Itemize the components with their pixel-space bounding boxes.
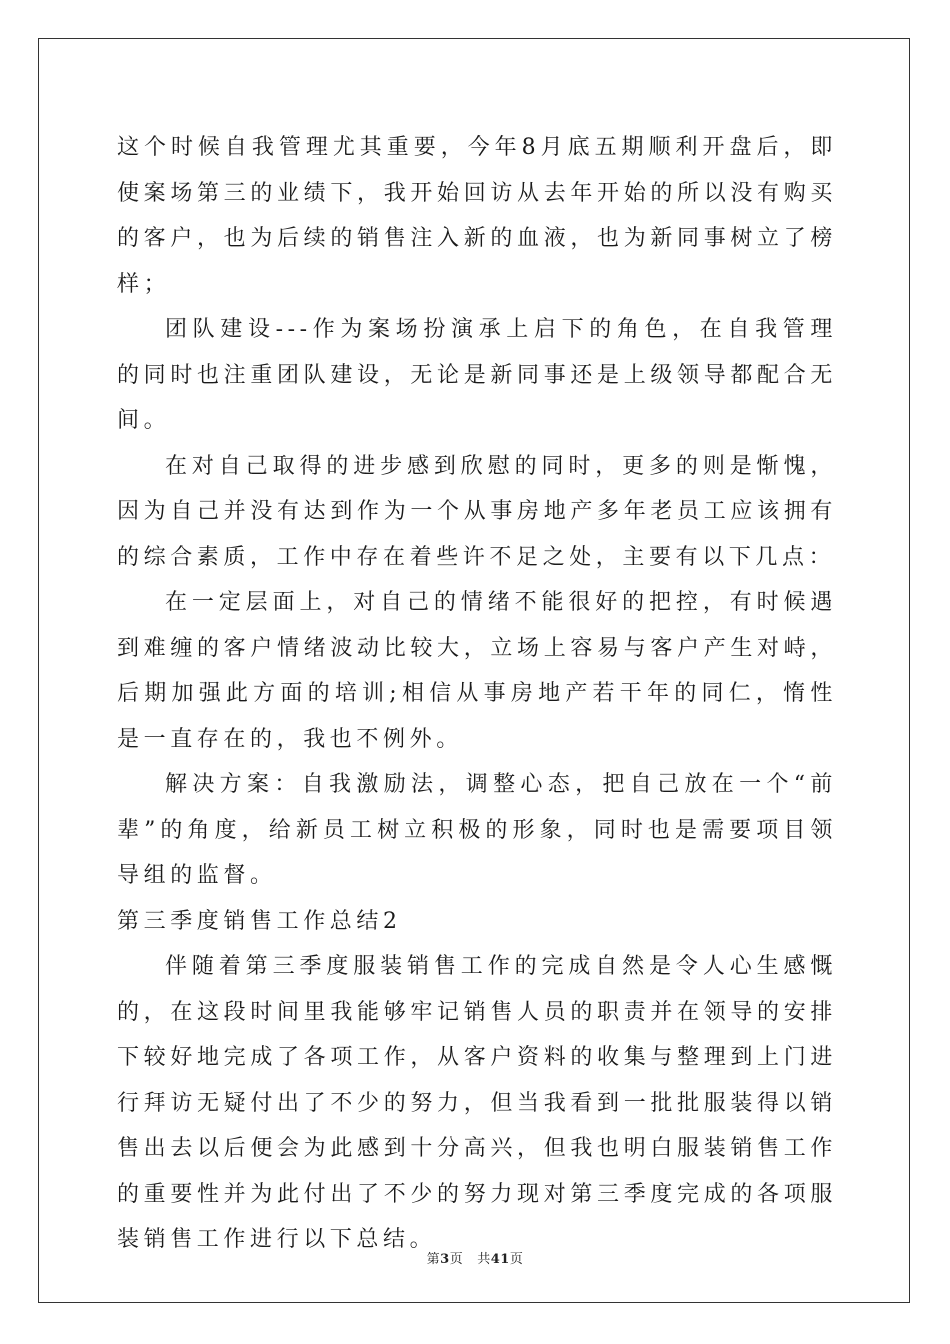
document-body (117, 125, 837, 1263)
total-prefix: 共 (477, 1252, 491, 1267)
current-page-number: 3 (440, 1252, 450, 1267)
paragraph-4: 在一定层面上，对自己的情绪不能很好的把控，有时候遇到难缠的客户情绪波动比较大，立场上容易与客户产生对峙，后期加强此方面的培训;相信从事房地产若干年的同仁，惰性是一直存在的，我也不例外。 (117, 590, 837, 752)
page-suffix: 页 (449, 1252, 464, 1267)
page-prefix: 第 (426, 1252, 441, 1267)
paragraph-5: 解决方案：自我激励法，调整心态，把自己放在一个“前辈”的角度，给新员工树立积极的形象，同时也是需要项目领导组的监督。 (117, 772, 837, 888)
paragraph-6: 伴随着第三季度服装销售工作的完成自然是令人心生感慨的，在这段时间里我能够牢记销售人员的职责并在领导的安排下较好地完成了各项工作，从客户资料的收集与整理到上门进行拜访无疑付出了不少的努力，但当我看到一批批服装得以销售出去以后便会为此感到十分高兴，但我也明白服装销售工作的重要性并为此付出了不少的努力现对第三季度完成的各项服装销售工作进行以下总结。 (117, 954, 837, 1252)
paragraph-3: 在对自己取得的进步感到欣慰的同时，更多的则是惭愧，因为自己并没有达到作为一个从事房地产多年老员工应该拥有的综合素质，工作中存在着些许不足之处，主要有以下几点： (117, 453, 837, 570)
paragraph-2: 团队建设---作为案场扮演承上启下的角色，在自我管理的同时也注重团队建设，无论是新同事还是上级领导都配合无间。 (117, 317, 837, 433)
paragraph-1: 这个时候自我管理尤其重要，今年8月底五期顺利开盘后，即使案场第三的业绩下，我开始回访从去年开始的所以没有购买的客户，也为后续的销售注入新的血液，也为新同事树立了榜样； (117, 135, 837, 297)
total-suffix: 页 (509, 1252, 524, 1267)
total-pages-number: 41 (490, 1252, 510, 1267)
section-heading: 第三季度销售工作总结2 (117, 908, 402, 934)
page-footer (0, 1248, 950, 1267)
